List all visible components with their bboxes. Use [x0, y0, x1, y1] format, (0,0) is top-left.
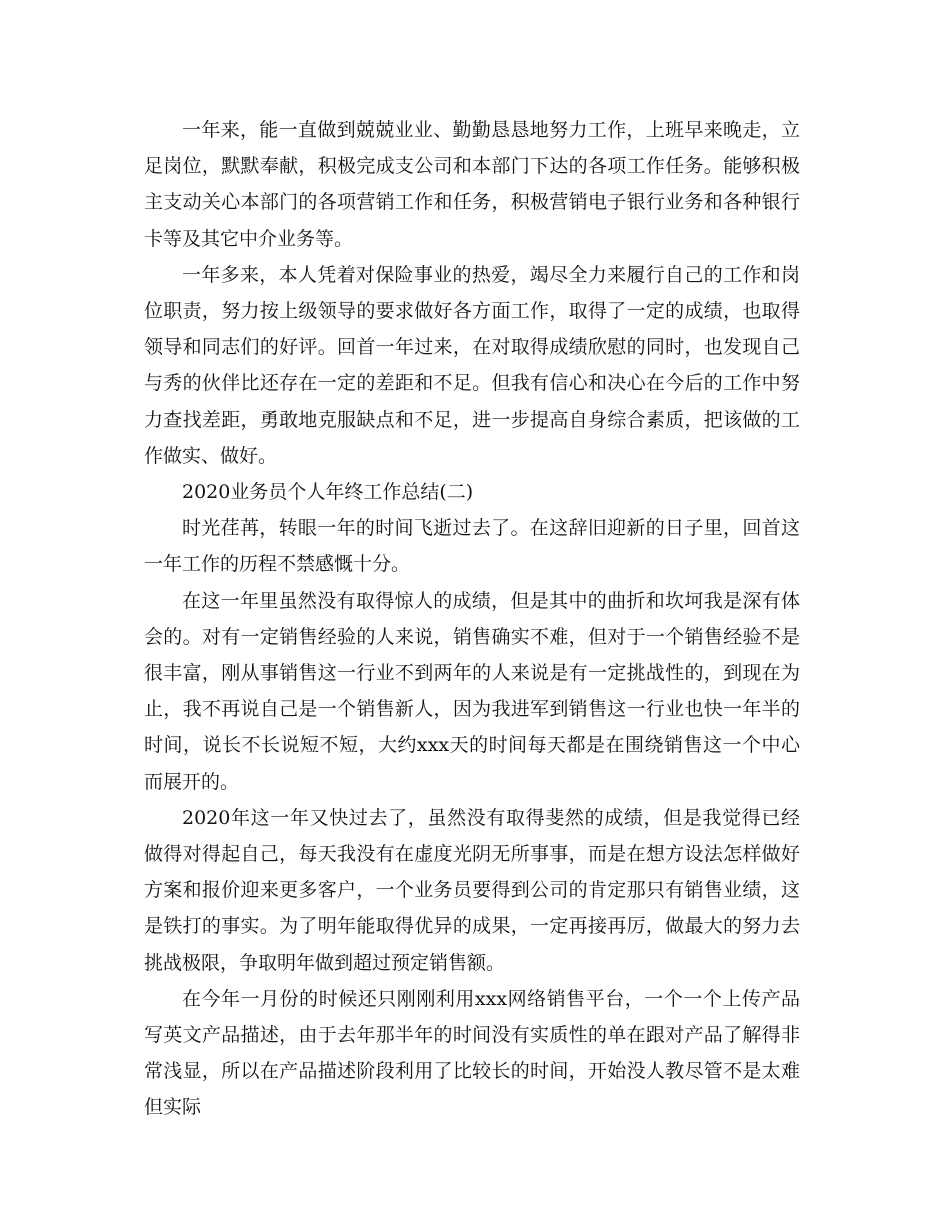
document-body	[144, 112, 800, 1126]
paragraph-6: 在今年一月份的时候还只刚刚利用xxx网络销售平台，一个一个上传产品写英文产品描述，由于去年那半年的时间没有实质性的单在跟对产品了解得非常浅显，所以在产品描述阶段利用了比较长的时间，开始没人教尽管不是太难但实际	[144, 987, 800, 1119]
section-title: 2020业务员个人年终工作总结(二)	[182, 481, 474, 504]
paragraph-3: 时光荏苒，转眼一年的时间飞逝过去了。在这辞旧迎新的日子里，回首这一年工作的历程不禁感慨十分。	[144, 517, 800, 576]
paragraph-1: 一年来，能一直做到兢兢业业、勤勤恳恳地努力工作，上班早来晚走，立足岗位，默默奉献，积极完成支公司和本部门下达的各项工作任务。能够积极主支动关心本部门的各项营销工作和任务，积极营销电子银行业务和各种银行卡等及其它中介业务等。	[144, 119, 800, 250]
paragraph-2: 一年多来，本人凭着对保险事业的热爱，竭尽全力来履行自己的工作和岗位职责，努力按上级领导的要求做好各方面工作，取得了一定的成绩，也取得领导和同志们的好评。回首一年过来，在对取得成绩欣慰的同时，也发现自己与秀的伙伴比还存在一定的差距和不足。但我有信心和决心在今后的工作中努力查找差距，勇敢地克服缺点和不足，进一步提高自身综合素质，把该做的工作做实、做好。	[144, 263, 800, 467]
paragraph-5: 2020年这一年又快过去了，虽然没有取得斐然的成绩，但是我觉得已经做得对得起自己，每天我没有在虚度光阴无所事事，而是在想方设法怎样做好方案和报价迎来更多客户，一个业务员要得到公司的肯定那只有销售业绩，这是铁打的事实。为了明年能取得优异的成果，一定再接再厉，做最大的努力去挑战极限，争取明年做到超过预定销售额。	[144, 806, 800, 974]
paragraph-4: 在这一年里虽然没有取得惊人的成绩，但是其中的曲折和坎坷我是深有体会的。对有一定销售经验的人来说，销售确实不难，但对于一个销售经验不是很丰富，刚从事销售这一行业不到两年的人来说是有一定挑战性的，到现在为止，我不再说自己是一个销售新人，因为我进军到销售这一行业也快一年半的时间，说长不长说短不短，大约xxx天的时间每天都是在围绕销售这一个中心而展开的。	[144, 589, 800, 793]
